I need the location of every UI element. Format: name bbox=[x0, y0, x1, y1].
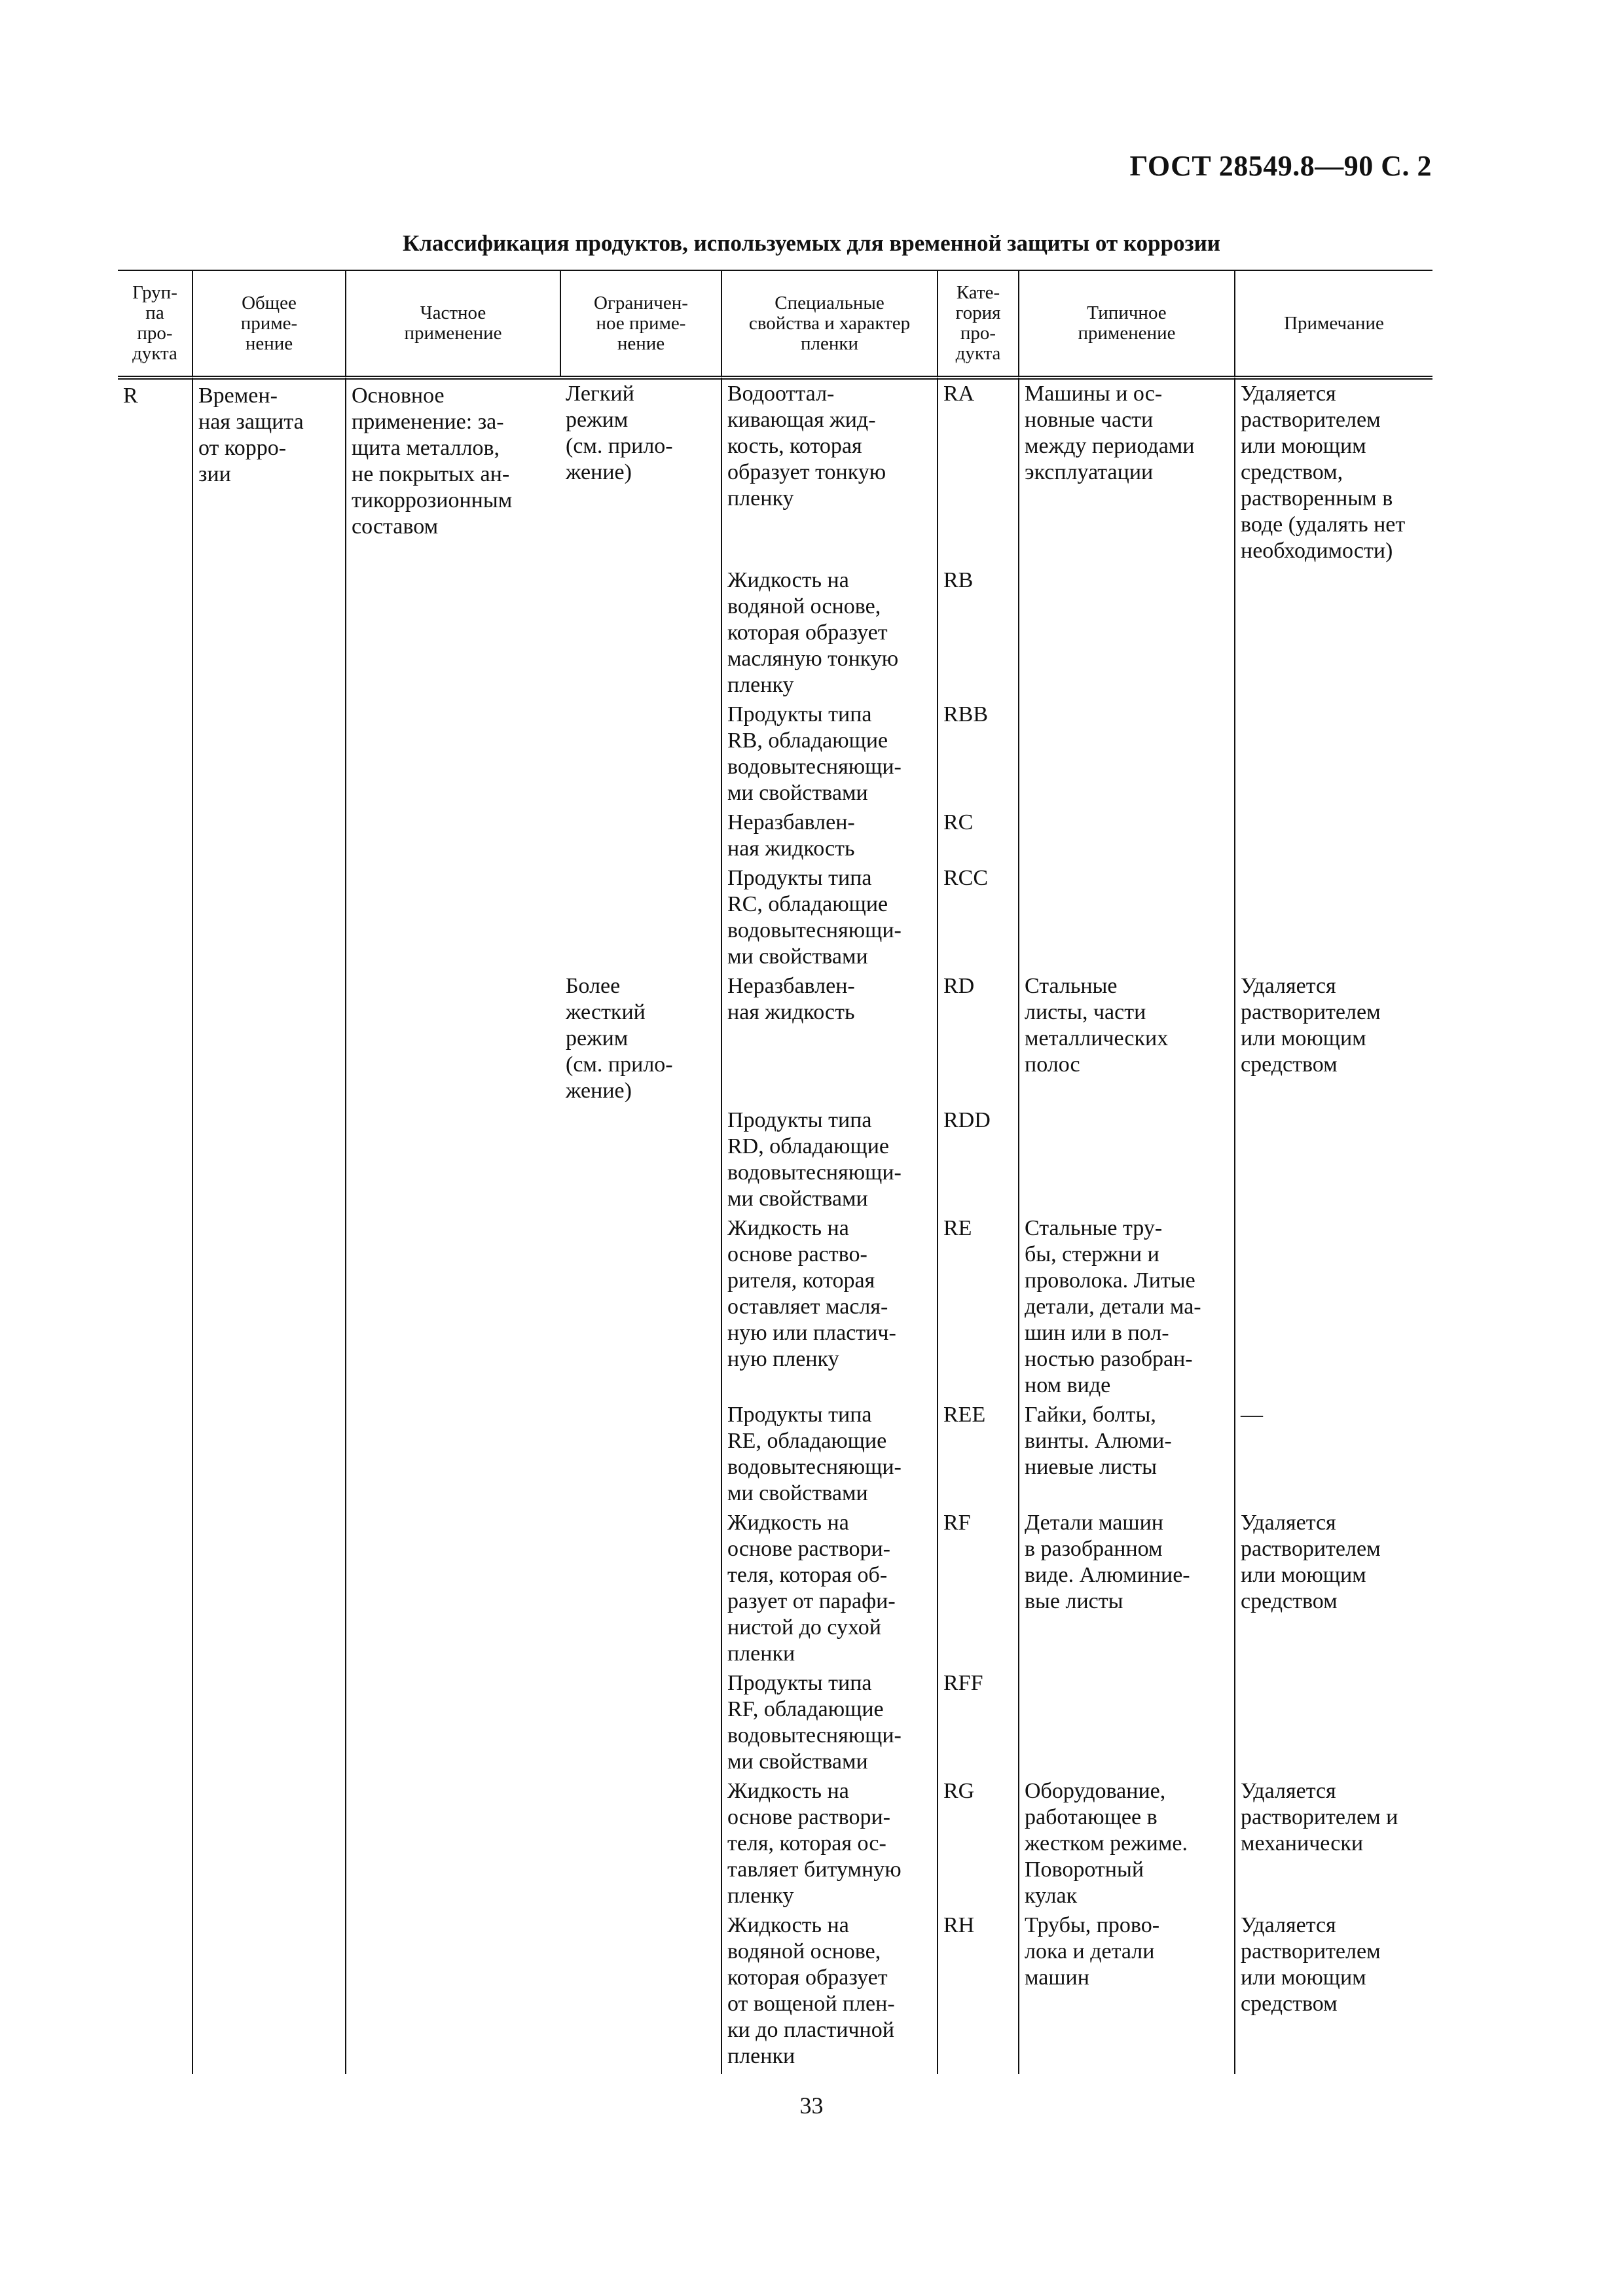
special-properties-cell: Жидкость на основе раствори- теля, которая ос- тавляет битумную пленку bbox=[721, 1775, 938, 1909]
category-cell: RA bbox=[938, 378, 1019, 564]
special-properties-cell: Жидкость на водяной основе, которая образует от вощеной плен- ки до пластичной пленки bbox=[721, 1909, 938, 2074]
typical-use-cell: Детали машин в разобранном виде. Алюминие- вые листы bbox=[1019, 1507, 1235, 1667]
note-cell bbox=[1235, 1212, 1432, 1399]
typical-use-cell bbox=[1019, 564, 1235, 698]
header-group: Груп- па про- дукта bbox=[118, 270, 192, 378]
category-cell: RCC bbox=[938, 862, 1019, 970]
group-cell: R bbox=[123, 384, 138, 408]
special-properties-cell: Продукты типа RE, обладающие водовытесняющи- ми свойствами bbox=[721, 1399, 938, 1507]
note-cell: — bbox=[1235, 1399, 1432, 1507]
note-cell bbox=[1235, 1104, 1432, 1212]
limited-use-cell bbox=[560, 564, 721, 698]
special-properties-cell: Жидкость на водяной основе, которая образует масляную тонкую пленку bbox=[721, 564, 938, 698]
limited-use-cell bbox=[560, 1399, 721, 1507]
special-properties-cell: Водооттал- кивающая жид- кость, которая образует тонкую пленку bbox=[721, 378, 938, 564]
category-cell: RF bbox=[938, 1507, 1019, 1667]
classification-table bbox=[118, 270, 1432, 2074]
document-header: ГОСТ 28549.8—90 С. 2 bbox=[1129, 150, 1432, 182]
limited-use-cell bbox=[560, 1212, 721, 1399]
special-properties-cell: Неразбавлен- ная жидкость bbox=[721, 806, 938, 862]
special-properties-cell: Жидкость на основе раство- рителя, которая оставляет масля- ную или пластич- ную пленку bbox=[721, 1212, 938, 1399]
typical-use-cell: Трубы, прово- лока и детали машин bbox=[1019, 1909, 1235, 2074]
note-cell bbox=[1235, 862, 1432, 970]
limited-use-cell bbox=[560, 1667, 721, 1775]
note-cell bbox=[1235, 1667, 1432, 1775]
special-properties-cell: Продукты типа RC, обладающие водовытесняющи- ми свойствами bbox=[721, 862, 938, 970]
note-cell: Удаляется растворителем и механически bbox=[1235, 1775, 1432, 1909]
special-properties-cell: Неразбавлен- ная жидкость bbox=[721, 970, 938, 1104]
note-cell: Удаляется растворителем или моющим средством, растворенным в воде (удалять нет необходимости) bbox=[1235, 378, 1432, 564]
header-category: Кате- гория про- дукта bbox=[938, 270, 1019, 378]
general-use-cell: Времен- ная защита от корро- зии bbox=[192, 378, 346, 2074]
limited-use-cell: Легкий режим (см. прило- жение) bbox=[566, 382, 673, 485]
header-general-use: Общее приме- нение bbox=[192, 270, 346, 378]
category-cell: RE bbox=[938, 1212, 1019, 1399]
limited-use-cell: Более жесткий режим (см. прило- жение) bbox=[566, 974, 673, 1103]
typical-use-cell: Машины и ос- новные части между периодами эксплуатации bbox=[1019, 378, 1235, 564]
category-cell: RBB bbox=[938, 698, 1019, 806]
special-properties-cell: Продукты типа RD, обладающие водовытесняющи- ми свойствами bbox=[721, 1104, 938, 1212]
table-title: Классификация продуктов, используемых для временной защиты от коррозии bbox=[403, 230, 1220, 256]
limited-use-cell bbox=[560, 806, 721, 862]
table-body bbox=[118, 378, 1432, 2074]
category-cell: RFF bbox=[938, 1667, 1019, 1775]
typical-use-cell bbox=[1019, 1667, 1235, 1775]
category-cell: RC bbox=[938, 806, 1019, 862]
limited-use-cell bbox=[560, 1775, 721, 1909]
limited-use-cell bbox=[560, 1909, 721, 2074]
header-particular-use: Частное применение bbox=[346, 270, 560, 378]
category-cell: REE bbox=[938, 1399, 1019, 1507]
page-number: 33 bbox=[799, 2092, 824, 2119]
category-cell: RB bbox=[938, 564, 1019, 698]
category-cell: RG bbox=[938, 1775, 1019, 1909]
note-cell bbox=[1235, 806, 1432, 862]
category-cell: RD bbox=[938, 970, 1019, 1104]
note-cell: Удаляется растворителем или моющим средством bbox=[1235, 970, 1432, 1104]
category-cell: RDD bbox=[938, 1104, 1019, 1212]
typical-use-cell bbox=[1019, 862, 1235, 970]
table-header-row bbox=[118, 270, 1432, 378]
header-limited-use: Ограничен- ное приме- нение bbox=[560, 270, 721, 378]
category-cell: RH bbox=[938, 1909, 1019, 2074]
special-properties-cell: Продукты типа RB, обладающие водовытесняющи- ми свойствами bbox=[721, 698, 938, 806]
limited-use-cell bbox=[560, 1104, 721, 1212]
limited-use-cell bbox=[560, 698, 721, 806]
typical-use-cell bbox=[1019, 1104, 1235, 1212]
particular-use-cell: Основное применение: за- щита металлов, не покрытых ан- тикоррозионным составом bbox=[346, 378, 560, 2074]
note-cell: Удаляется растворителем или моющим средством bbox=[1235, 1507, 1432, 1667]
typical-use-cell: Оборудование, работающее в жестком режиме. Поворотный кулак bbox=[1019, 1775, 1235, 1909]
header-special-properties: Специальные свойства и характер пленки bbox=[721, 270, 938, 378]
typical-use-cell: Гайки, болты, винты. Алюми- ниевые листы bbox=[1019, 1399, 1235, 1507]
typical-use-cell: Стальные тру- бы, стержни и проволока. Литые детали, детали ма- шин или в пол- ностью разобран- ном виде bbox=[1019, 1212, 1235, 1399]
typical-use-cell bbox=[1019, 806, 1235, 862]
note-cell bbox=[1235, 698, 1432, 806]
limited-use-cell bbox=[560, 1507, 721, 1667]
header-note: Примечание bbox=[1235, 270, 1432, 378]
special-properties-cell: Жидкость на основе раствори- теля, которая об- разует от парафи- нистой до сухой пленки bbox=[721, 1507, 938, 1667]
note-cell: Удаляется растворителем или моющим средством bbox=[1235, 1909, 1432, 2074]
limited-use-cell bbox=[560, 862, 721, 970]
note-cell bbox=[1235, 564, 1432, 698]
special-properties-cell: Продукты типа RF, обладающие водовытесняющи- ми свойствами bbox=[721, 1667, 938, 1775]
header-typical-use: Типичное применение bbox=[1019, 270, 1235, 378]
typical-use-cell bbox=[1019, 698, 1235, 806]
typical-use-cell: Стальные листы, части металлических полос bbox=[1019, 970, 1235, 1104]
